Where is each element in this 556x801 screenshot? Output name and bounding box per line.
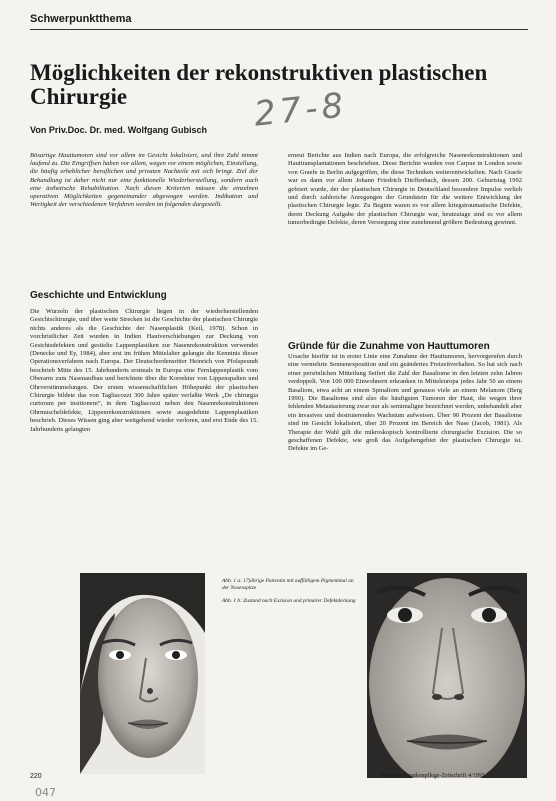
section-rubric: Schwerpunktthema bbox=[30, 13, 132, 25]
figure-captions bbox=[222, 578, 362, 611]
article-intro: Bösartige Hauttumoren sind vor allem im Gesicht lokalisiert, und ihre Zahl nimmt laufend zu. Die Eingriffsen haben vor allem, wegen vor einem möglichen, Einstellung, die häufig erheblicher beruflichen und privaten Nachteile mit sich bringt. Ziel der Behandlung ist daher nicht nur eine funktionelle Wiederherstellung, sondern auch eine ästhetische Rehabilitation. Nach diesen Kriterien müssen die einzelnen operativen Möglichkeiten gegeneinander abgewogen werden. Indikation und Wertigkeit der verschiedenen Verfahren werden im folgenden dargestellt. bbox=[30, 152, 258, 209]
paragraph: Ursache hierfür ist in erster Linie eine Zunahme der Hauttumoren, hervorgerufen durch eine vermehrte Sonnenexposition und ein geändertes Freizeitverhalten. So hat sich nach einer persönlichen Mitteilung Seifert die Zahl der Basaliome in den letzten zehn Jahren verdoppelt. Von 100 000 Einwohnern erkranken in Mitteleuropa jedes Jahr 50 an einem Basaliom, etwa acht an einem Spinaliom und genauso viele an einem Melanom (Berg 1990). Die Basaliome sind also die häufigsten Tumoren der Haut, die wegen ihrer fehlenden Metastasierung zwar nur als semimaligne bezeichnet werden, unbehandelt aber ein invasives und destruierendes Wachstum aufweisen. Über 90 Prozent der Basaliome sind im Gesicht lokalisiert, über 20 Prozent im Bereich der Nase (Jacob, 1981). Als Therapie der Wahl gilt die mikroskopisch kontrollierte chirurgische Exzision. Die so geschaffenen Defekte, wie groß das Aufgabengebiet der plastischen Chirurgie ist. Defekte im Ge- bbox=[288, 353, 522, 453]
caption-fig2: Abb. 1 b: Zustand nach Exzision und primärer Defektdeckung bbox=[222, 598, 356, 604]
caption-fig1: Abb. 1 a: 17jährige Patientin mit auffälligem Pigmentmal an der Nasenspitze bbox=[222, 578, 354, 591]
patient-photo-after bbox=[367, 573, 527, 778]
patient-photo-before bbox=[80, 573, 205, 774]
journal-reference: Deutsche Krankenpflege-Zeitschrift 4/1993 bbox=[380, 773, 485, 779]
paragraph: erneut Berichte aus Indien nach Europa, die erfolgreiche Nasenrekonstruktionen und Hauttransplantationen beschrieben. Diese Berichte wurden von Carpue in London sowie von Graefe in Berlin aufgegriffen, die diese Techniken weiterentwickelten. Nach Graefe war es dann vor allem Johann Friedrich Dieffenbach, dessen 200. Geburtstag 1992 gefeiert wurde, der der plastischen Chirurgie in Deutschland besondere Impulse verlieh und durch zahlreiche Anregungen der Grundstein für die weitere Entwicklung der plastischen Chirurgie legte. Zu Beginn waren es vor allem kriegstraumatische Defekte, deren Deckung Aufgabe der plastischen Chirurgie war, heutzutage sind es vor allem tumorbedingte Defekte, deren Versorgung eine zunehmend größere Bedeutung gewinnt. bbox=[288, 152, 522, 227]
paragraph: Die Wurzeln der plastischen Chirurgie liegen in der wiederherstellenden Gesichtschirurgie, und über weite Strecken ist die Geschichte der plastischen Chirurgie nichts anderes als die Geschichte der Nasenplastik (Keil, 1978). Schon in vorchristlicher Zeit wurden in Indien Hautverschiebungen zur Deckung von Gesichtsdefekten und gestielte Lappenplastiken zur Nasenrekonstruktion verwendet (Denecke und Ey, 1984), aber erst im frühen Mittelalter gelangte die Kenntnis dieser Operationsverfahren nach Europa. Der Deutschordensritter Heinrich von Pfolspeundt beschrieb Mitte des 15. Jahrhunderts erstmals in Europa eine Fernlappenplastik vom Oberarm zum Nasenaufbau und berichtete über die Korrektur von Lippenspalten und Ohrverstümmelungen. Der ersten wissenschaftlichen Höhepunkt der plastischen Chirurgie bildete das von Tagliacozzi 300 Jahre später verfaßte Werk „De chirurgia curtorum per insitionem“, in dem Tagliacozzi neben den Nasenrekonstruktionen Ohrmuscheldefekte, Lippenrekonstruktionen sowie ausgedehnte Lappenplastiken beschrieb. Dieses Wissen ging aber weitgehend wieder verloren, und erst Ende des 15. Jahrhunderts gelangten bbox=[30, 308, 258, 433]
right-column-text bbox=[288, 152, 522, 330]
section-heading-tumors: Gründe für die Zunahme von Hauttumoren bbox=[288, 341, 490, 352]
article-author: Von Priv.Doc. Dr. med. Wolfgang Gubisch bbox=[30, 125, 208, 135]
handwritten-note: 27-8 bbox=[252, 85, 350, 135]
archive-stamp: 047 bbox=[35, 786, 56, 799]
section-heading-history: Geschichte und Entwicklung bbox=[30, 290, 167, 301]
article-title: Möglichkeiten der rekonstruktiven plastischen Chirurgie bbox=[30, 60, 488, 109]
section-text-tumors bbox=[288, 353, 522, 568]
section-text-history bbox=[30, 308, 258, 564]
header-rule bbox=[30, 29, 528, 30]
page-number: 220 bbox=[30, 773, 42, 780]
